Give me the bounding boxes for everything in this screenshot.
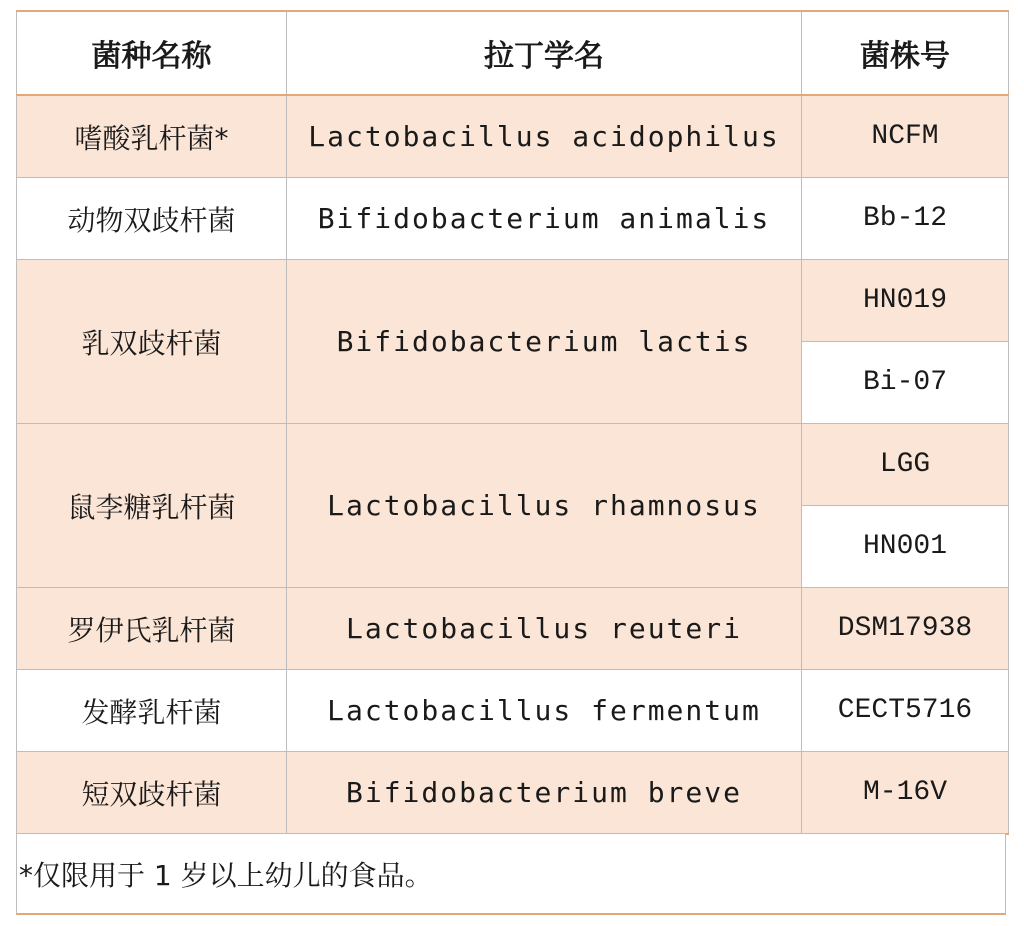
strain-number-cell: HN019 [802,260,1009,342]
latin-name-cell: Bifidobacterium breve [287,752,802,835]
table-row [17,752,1009,835]
strain-number-cell: Bi-07 [802,342,1009,424]
header-latin-name: 拉丁学名 [287,11,802,95]
strain-number-cell: NCFM [802,95,1009,178]
strain-number-cell: DSM17938 [802,588,1009,670]
chinese-name-cell: 发酵乳杆菌 [17,670,287,752]
probiotic-strain-table [16,10,1009,835]
latin-name-cell: Lactobacillus rhamnosus [287,424,802,588]
table-footnote: *仅限用于 1 岁以上幼儿的食品。 [16,833,1006,915]
table-row [17,178,1009,260]
latin-name-cell: Lactobacillus fermentum [287,670,802,752]
latin-name-cell: Lactobacillus acidophilus [287,95,802,178]
strain-number-cell: LGG [802,424,1009,506]
chinese-name-cell: 动物双歧杆菌 [17,178,287,260]
table-row [17,95,1009,178]
strain-number-cell: Bb-12 [802,178,1009,260]
chinese-name-cell: 鼠李糖乳杆菌 [17,424,287,588]
strain-number-cell: HN001 [802,506,1009,588]
table-row [17,588,1009,670]
table-row [17,670,1009,752]
chinese-name-cell: 乳双歧杆菌 [17,260,287,424]
header-strain-number: 菌株号 [802,11,1009,95]
strain-number-cell: CECT5716 [802,670,1009,752]
chinese-name-cell: 嗜酸乳杆菌* [17,95,287,178]
table-row [17,260,1009,342]
latin-name-cell: Bifidobacterium animalis [287,178,802,260]
table-row [17,424,1009,506]
latin-name-cell: Bifidobacterium lactis [287,260,802,424]
header-row [17,11,1009,95]
chinese-name-cell: 罗伊氏乳杆菌 [17,588,287,670]
strain-number-cell: M-16V [802,752,1009,835]
chinese-name-cell: 短双歧杆菌 [17,752,287,835]
header-chinese-name: 菌种名称 [17,11,287,95]
latin-name-cell: Lactobacillus reuteri [287,588,802,670]
